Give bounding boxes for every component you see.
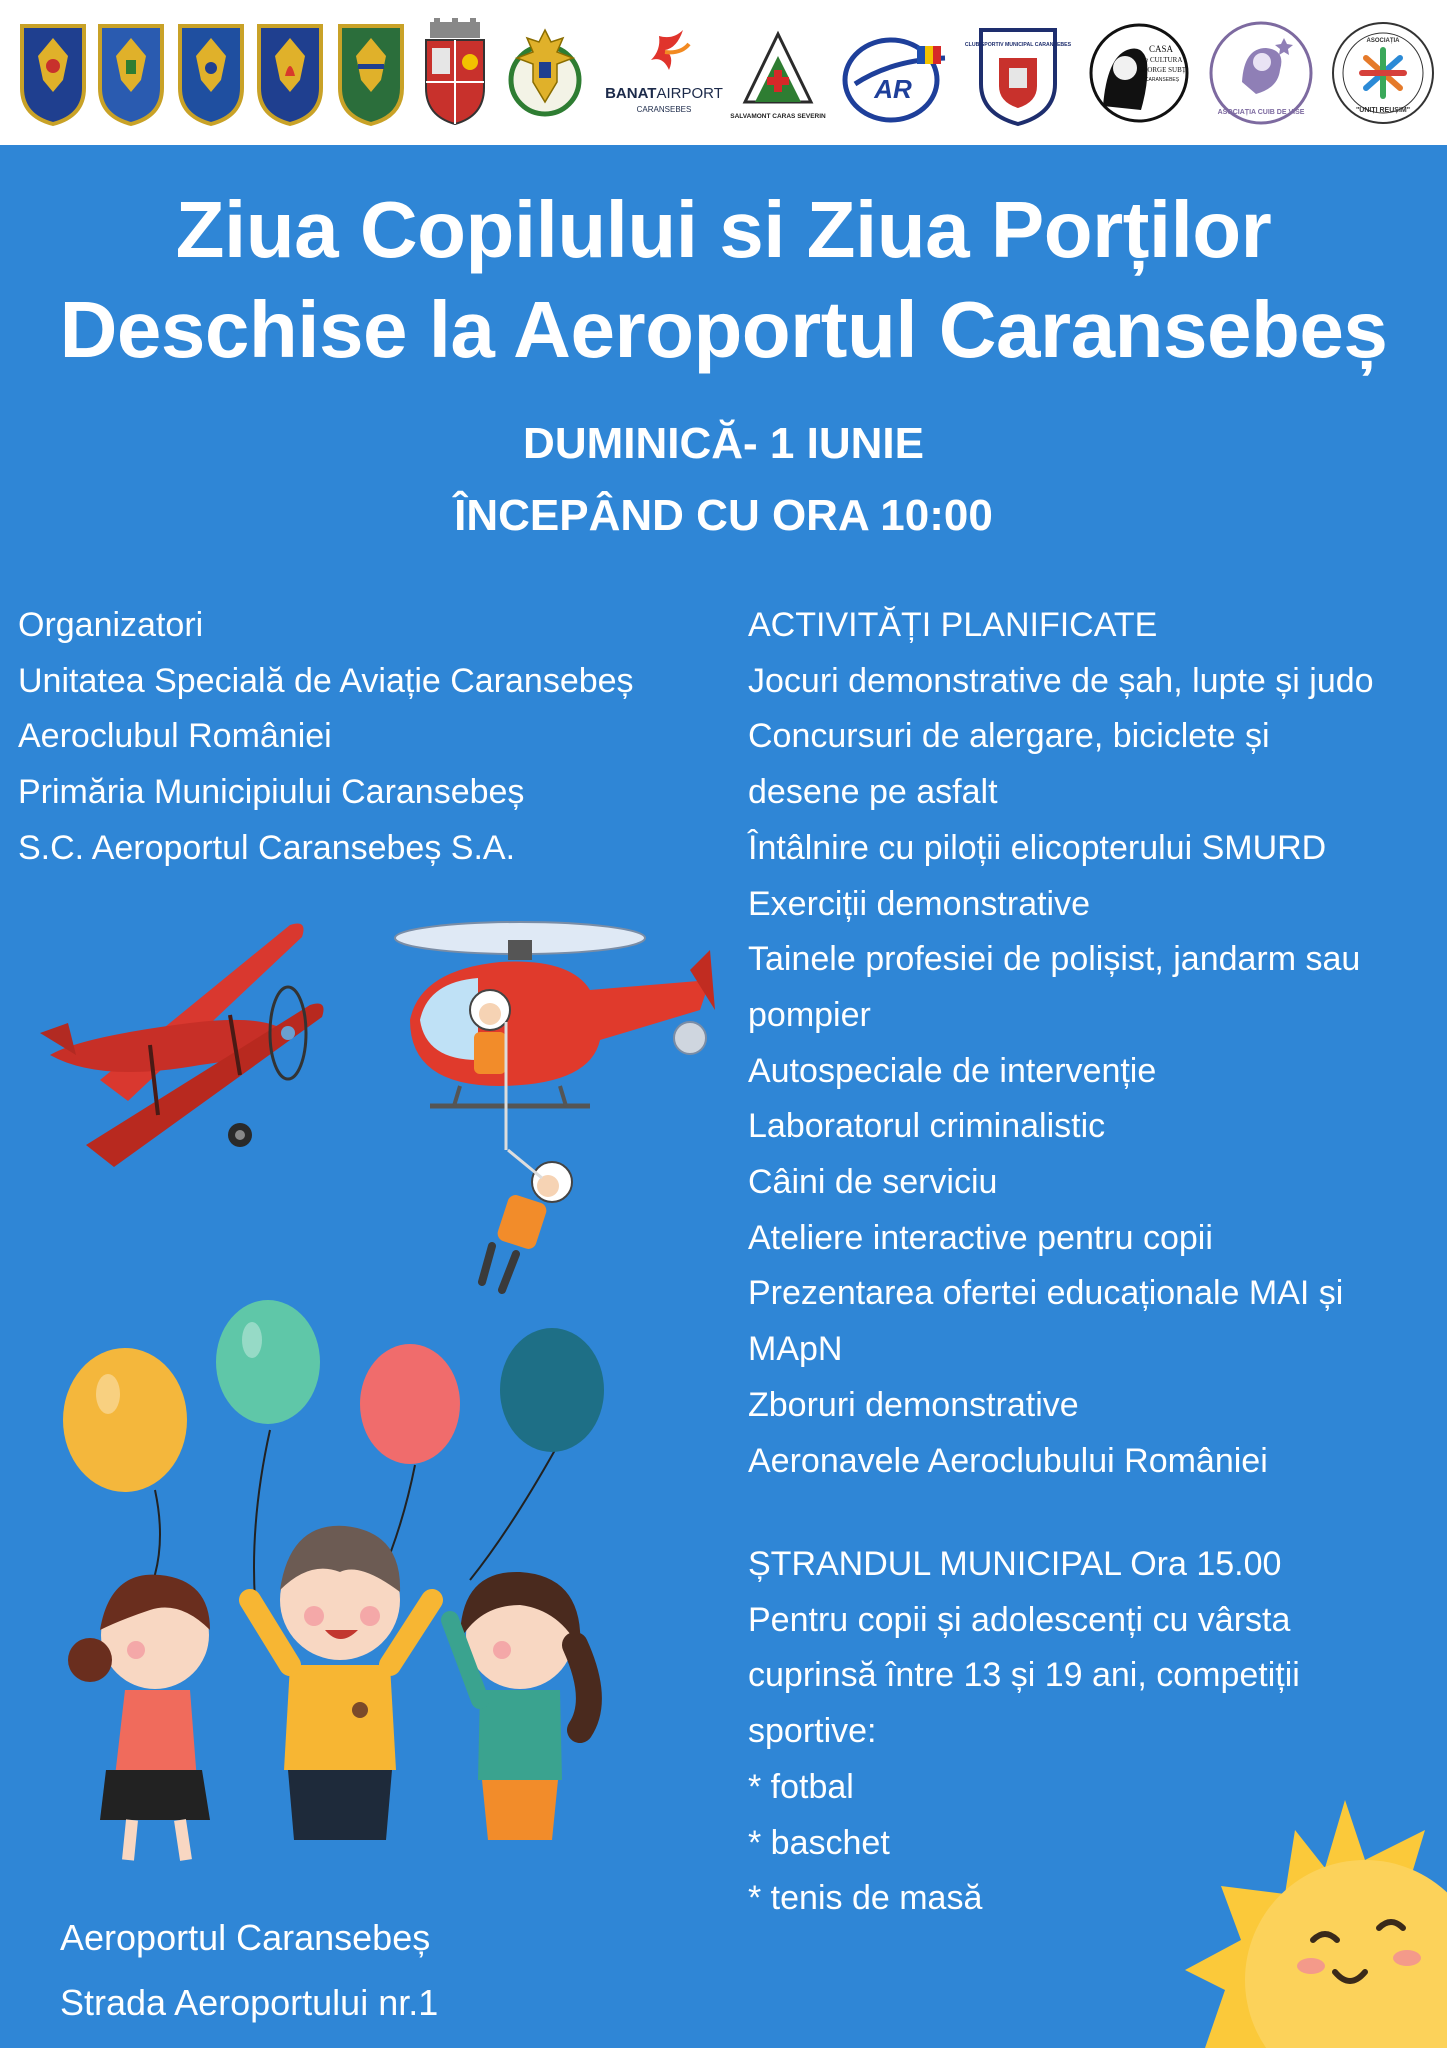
activity-line: Autospeciale de intervenție <box>748 1051 1157 1090</box>
casa-cultura-line2: de CULTURA <box>1141 56 1183 64</box>
pool-sport-item: * fotbal <box>748 1767 854 1806</box>
activity-line: Prezentarea ofertei educaționale MAI și <box>748 1274 1344 1313</box>
red-biplane-illustration <box>40 905 330 1205</box>
pool-line: Pentru copii și adolescenți cu vârsta <box>748 1600 1291 1639</box>
uniti-reusim-bottom-text: "UNIȚI REUȘIM" <box>1355 107 1411 114</box>
pool-heading: ȘTRANDUL MUNICIPAL Ora 15.00 <box>748 1545 1282 1583</box>
event-title-block <box>0 180 1447 552</box>
aviation-unit-crest-logo <box>336 18 406 128</box>
banat-airport-city: CARANSEBES <box>636 105 692 114</box>
sport-club-logo-text: CLUB SPORTIV MUNICIPAL CARANSEBES <box>964 42 1072 48</box>
children-with-balloons-illustration <box>40 1300 640 1880</box>
aeroclub-logo-text: AR <box>874 74 912 104</box>
smurd-helicopter-illustration <box>390 910 720 1300</box>
salvamont-logo-text: SALVAMONT CARAS SEVERIN <box>730 113 826 120</box>
activity-line: desene pe asfalt <box>748 773 998 812</box>
activity-line: Exerciții demonstrative <box>748 884 1091 923</box>
activity-line: Laboratorul criminalistic <box>748 1107 1106 1146</box>
banat-airport-brand-suffix: AIRPORT <box>656 85 723 102</box>
activity-line: Jocuri demonstrative de șah, lupte și judo <box>748 661 1374 700</box>
address-venue: Aeroportul Caransebeș <box>60 1917 431 1958</box>
activity-line: Aeronavele Aeroclubului României <box>748 1441 1268 1480</box>
pool-sport-item: * tenis de masă <box>748 1879 983 1918</box>
casa-cultura-line4: CARANSEBEȘ <box>1144 77 1180 83</box>
fire-rescue-crest-logo <box>255 18 325 128</box>
aeroclub-logo <box>833 18 955 128</box>
event-start-time: ÎNCEPÂND CU ORA 10:00 <box>454 491 993 540</box>
air-force-eagle-emblem-logo <box>505 18 585 128</box>
organizer-item: S.C. Aeroportul Caransebeș S.A. <box>18 828 516 867</box>
uniti-reusim-logo <box>1328 18 1438 128</box>
organizers-list <box>18 598 634 877</box>
organizers-heading: Organizatori <box>18 606 204 644</box>
address-street: Strada Aeroportului nr.1 <box>60 1982 439 2023</box>
organizer-item: Aeroclubul României <box>18 717 332 756</box>
pool-line: cuprinsă între 13 și 19 ani, competiții <box>748 1656 1300 1695</box>
caransebes-coat-of-arms-logo <box>420 18 490 128</box>
pool-line: sportive: <box>748 1712 877 1751</box>
organizer-item: Primăria Municipiului Caransebeș <box>18 773 525 812</box>
banat-airport-brand: BANAT <box>605 85 657 102</box>
gendarmerie-crest-logo <box>96 18 166 128</box>
event-address <box>60 1905 438 2035</box>
activity-line: Întâlnire cu piloții elicopterului SMURD <box>748 828 1327 867</box>
activity-line: pompier <box>748 995 871 1034</box>
event-date: DUMINICĂ- 1 IUNIE <box>523 419 924 468</box>
partner-logos-bar <box>0 0 1447 145</box>
smiling-sun-illustration <box>1185 1790 1447 2048</box>
border-police-crest-logo <box>176 18 246 128</box>
event-title-line-2: Deschise la Aeroportul Caransebeș <box>59 285 1388 374</box>
casa-cultura-line3: GEORGE SUBȚ <box>1137 66 1187 74</box>
activity-line: Concursuri de alergare, biciclete și <box>748 717 1270 756</box>
svg-text:BANATAIRPORT <box>605 85 723 102</box>
casa-de-cultura-logo <box>1087 18 1192 128</box>
event-title-line-1: Ziua Copilului si Ziua Porților <box>175 185 1272 274</box>
activities-heading: ACTIVITĂȚI PLANIFICATE <box>748 606 1158 644</box>
uniti-reusim-top-text: ASOCIAȚIA <box>1366 38 1400 44</box>
salvamont-logo <box>730 18 826 128</box>
cuib-de-vise-logo <box>1206 18 1316 128</box>
pool-sport-item: * baschet <box>748 1823 890 1862</box>
banat-airport-logo <box>603 18 725 128</box>
activity-line: Tainele profesiei de polișist, jandarm sau <box>748 940 1361 979</box>
sport-club-logo <box>964 18 1072 128</box>
cuib-de-vise-logo-text: ASOCIAȚIA CUIB DE VISE <box>1217 109 1305 116</box>
activity-line: Câini de serviciu <box>748 1163 998 1202</box>
activity-line: MApN <box>748 1330 843 1369</box>
casa-cultura-line1: CASA <box>1148 44 1174 54</box>
activity-line: Zboruri demonstrative <box>748 1385 1079 1424</box>
organizer-item: Unitatea Specială de Aviație Caransebeș <box>18 661 634 700</box>
activity-line: Ateliere interactive pentru copii <box>748 1218 1213 1257</box>
planned-activities-list <box>748 598 1374 1489</box>
police-crest-logo <box>18 18 88 128</box>
